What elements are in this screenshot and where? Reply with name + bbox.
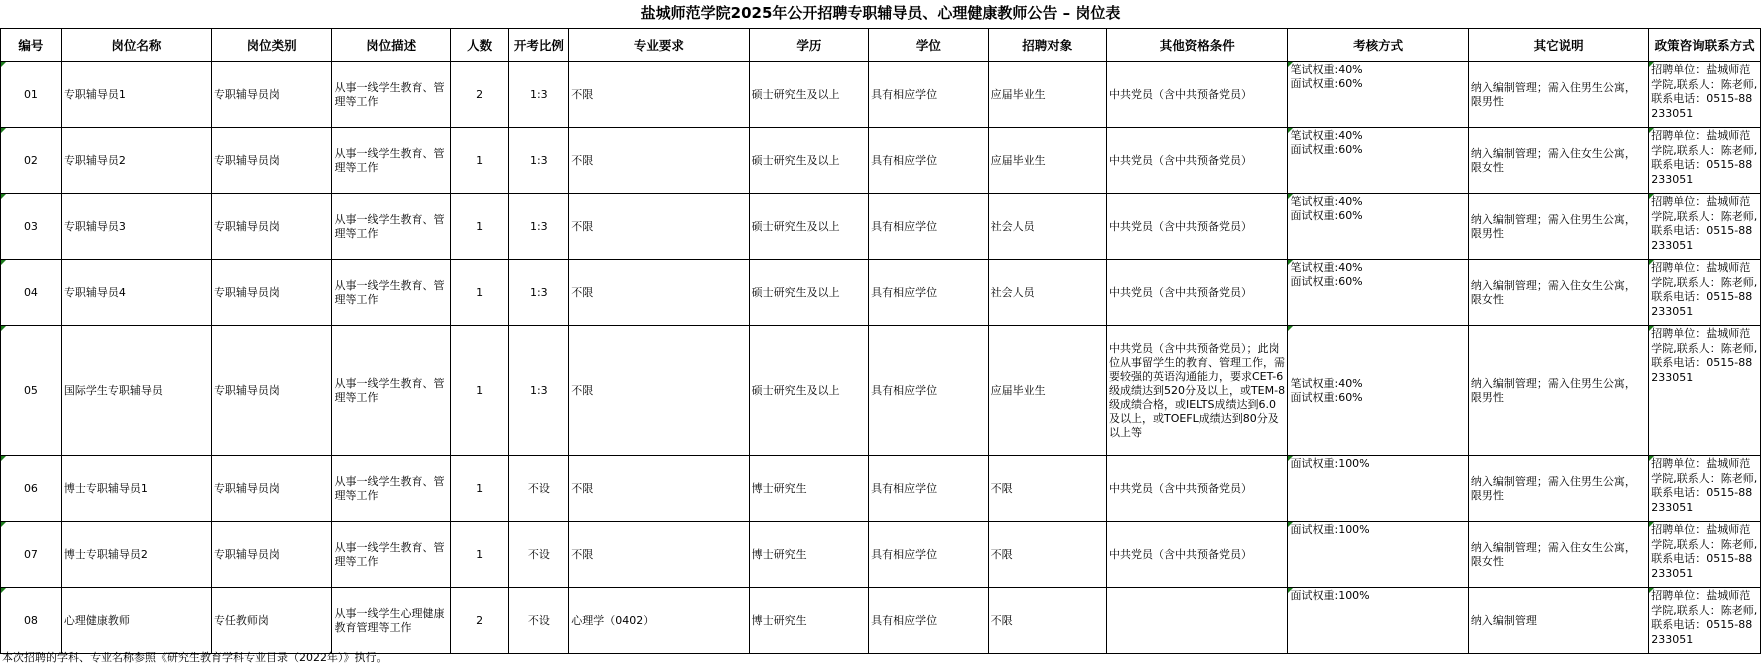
cell-notes-text: 纳入编制管理；需入住男生公寓，限男性 xyxy=(1470,474,1636,502)
cell-count xyxy=(450,456,509,522)
positions-table xyxy=(0,28,1761,654)
cell-name-text: 博士专职辅导员1 xyxy=(63,481,148,495)
header-notes: 其它说明 xyxy=(1468,29,1648,62)
header-ratio: 开考比例 xyxy=(509,29,569,62)
table-row xyxy=(1,260,1761,326)
cell-category xyxy=(211,194,332,260)
cell-desc xyxy=(332,326,450,456)
cell-name-text: 专职辅导员3 xyxy=(63,219,126,233)
cell-target xyxy=(988,194,1106,260)
cell-target xyxy=(988,456,1106,522)
cell-degree-text: 具有相应学位 xyxy=(871,87,938,101)
cell-count xyxy=(450,522,509,588)
cell-name xyxy=(61,62,211,128)
cell-comment-marker xyxy=(1649,62,1654,67)
cell-contact xyxy=(1649,588,1761,654)
cell-no-text: 05 xyxy=(23,383,38,397)
cell-comment-marker xyxy=(1288,456,1293,461)
cell-comment-marker xyxy=(1,326,6,331)
cell-degree xyxy=(869,128,989,194)
cell-assessment-text: 面试权重:100% xyxy=(1290,523,1370,536)
cell-target-text: 应届毕业生 xyxy=(990,87,1046,101)
cell-count-text: 1 xyxy=(476,153,484,167)
cell-contact xyxy=(1649,326,1761,456)
cell-count xyxy=(450,62,509,128)
header-name: 岗位名称 xyxy=(61,29,211,62)
cell-comment-marker xyxy=(1649,128,1654,133)
cell-desc-text: 从事一线学生教育、管理等工作 xyxy=(334,80,445,108)
cell-desc xyxy=(332,522,450,588)
cell-category xyxy=(211,260,332,326)
cell-count xyxy=(450,128,509,194)
cell-comment-marker xyxy=(1649,194,1654,199)
cell-major xyxy=(569,326,749,456)
cell-assessment xyxy=(1288,194,1468,260)
table-row xyxy=(1,588,1761,654)
cell-ratio-text: 1:3 xyxy=(529,285,548,299)
cell-notes-text: 纳入编制管理；需入住女生公寓，限女性 xyxy=(1470,278,1636,306)
cell-name-text: 博士专职辅导员2 xyxy=(63,547,148,561)
cell-target-text: 不限 xyxy=(990,481,1013,495)
cell-degree-text: 具有相应学位 xyxy=(871,219,938,233)
cell-major-text: 不限 xyxy=(571,153,594,167)
table-row xyxy=(1,326,1761,456)
cell-comment-marker xyxy=(1,128,6,133)
cell-education xyxy=(749,522,869,588)
cell-name xyxy=(61,194,211,260)
cell-desc-text: 从事一线学生教育、管理等工作 xyxy=(334,146,445,174)
cell-contact-text: 招聘单位：盐城师范学院,联系人：陈老师,联系电话：0515-88233051 xyxy=(1651,129,1758,186)
cell-ratio-text: 不设 xyxy=(527,613,550,627)
cell-other-req-text: 中共党员（含中共预备党员）；此岗位从事留学生的教育、管理工作，需要较强的英语沟通能力，要求CET-6级成绩达到520分及以上，或TEM-8级成绩合格，或IELTS成绩达到6.0及以上，或TOEFL成绩达到80分及以上等 xyxy=(1108,341,1286,439)
cell-degree-text: 具有相应学位 xyxy=(871,383,938,397)
cell-degree xyxy=(869,260,989,326)
cell-comment-marker xyxy=(1649,326,1654,331)
cell-name-text: 国际学生专职辅导员 xyxy=(63,383,163,397)
cell-no xyxy=(1,62,62,128)
cell-contact-text: 招聘单位：盐城师范学院,联系人：陈老师,联系电话：0515-88233051 xyxy=(1651,261,1758,318)
cell-ratio xyxy=(509,128,569,194)
header-other-req: 其他资格条件 xyxy=(1106,29,1288,62)
cell-ratio-text: 1:3 xyxy=(529,153,548,167)
table-row xyxy=(1,128,1761,194)
cell-major-text: 不限 xyxy=(571,383,594,397)
cell-comment-marker xyxy=(1,260,6,265)
cell-no xyxy=(1,260,62,326)
cell-assessment-text: 笔试权重:40% 面试权重:60% xyxy=(1290,195,1363,222)
cell-contact-text: 招聘单位：盐城师范学院,联系人：陈老师,联系电话：0515-88233051 xyxy=(1651,63,1758,120)
cell-assessment xyxy=(1288,326,1468,456)
cell-target xyxy=(988,326,1106,456)
cell-name xyxy=(61,588,211,654)
cell-education-text: 硕士研究生及以上 xyxy=(751,153,840,167)
cell-category-text: 专职辅导员岗 xyxy=(213,219,280,233)
cell-major-text: 不限 xyxy=(571,285,594,299)
table-row xyxy=(1,522,1761,588)
cell-comment-marker xyxy=(1649,588,1654,593)
cell-ratio xyxy=(509,194,569,260)
cell-target-text: 应届毕业生 xyxy=(990,383,1046,397)
header-major: 专业要求 xyxy=(569,29,749,62)
cell-assessment xyxy=(1288,128,1468,194)
cell-assessment xyxy=(1288,260,1468,326)
cell-target xyxy=(988,62,1106,128)
cell-category xyxy=(211,522,332,588)
cell-contact-text: 招聘单位：盐城师范学院,联系人：陈老师,联系电话：0515-88233051 xyxy=(1651,327,1758,384)
cell-assessment xyxy=(1288,62,1468,128)
cell-name-text: 心理健康教师 xyxy=(63,613,130,627)
cell-education-text: 博士研究生 xyxy=(751,547,807,561)
cell-target-text: 不限 xyxy=(990,547,1013,561)
cell-notes-text: 纳入编制管理；需入住女生公寓，限女性 xyxy=(1470,540,1636,568)
cell-education xyxy=(749,260,869,326)
cell-count-text: 1 xyxy=(476,383,484,397)
cell-comment-marker xyxy=(1649,456,1654,461)
cell-target-text: 社会人员 xyxy=(990,285,1035,299)
cell-other-req xyxy=(1106,326,1288,456)
table-body xyxy=(1,62,1761,654)
cell-desc-text: 从事一线学生教育、管理等工作 xyxy=(334,474,445,502)
cell-category xyxy=(211,128,332,194)
cell-desc-text: 从事一线学生教育、管理等工作 xyxy=(334,376,445,404)
cell-contact-text: 招聘单位：盐城师范学院,联系人：陈老师,联系电话：0515-88233051 xyxy=(1651,589,1758,646)
table-row xyxy=(1,456,1761,522)
cell-no xyxy=(1,326,62,456)
cell-target-text: 不限 xyxy=(990,613,1013,627)
cell-other-req-text: 中共党员（含中共预备党员） xyxy=(1108,285,1252,299)
cell-degree xyxy=(869,522,989,588)
cell-assessment xyxy=(1288,588,1468,654)
cell-no-text: 07 xyxy=(23,547,38,561)
cell-contact xyxy=(1649,62,1761,128)
cell-desc xyxy=(332,260,450,326)
cell-other-req xyxy=(1106,588,1288,654)
cell-notes-text: 纳入编制管理；需入住男生公寓，限男性 xyxy=(1470,212,1636,240)
cell-other-req-text: 中共党员（含中共预备党员） xyxy=(1108,547,1252,561)
cell-ratio xyxy=(509,326,569,456)
cell-comment-marker xyxy=(1,62,6,67)
cell-comment-marker xyxy=(1,194,6,199)
cell-target xyxy=(988,588,1106,654)
cell-desc xyxy=(332,128,450,194)
cell-education xyxy=(749,456,869,522)
cell-notes-text: 纳入编制管理；需入住女生公寓，限女性 xyxy=(1470,146,1636,174)
cell-notes-text: 纳入编制管理；需入住男生公寓，限男性 xyxy=(1470,80,1636,108)
cell-comment-marker xyxy=(1288,194,1293,199)
cell-desc xyxy=(332,62,450,128)
cell-count xyxy=(450,194,509,260)
cell-notes xyxy=(1468,260,1648,326)
header-degree: 学位 xyxy=(869,29,989,62)
cell-comment-marker xyxy=(1288,260,1293,265)
cell-major-text: 不限 xyxy=(571,547,594,561)
cell-desc-text: 从事一线学生教育、管理等工作 xyxy=(334,540,445,568)
cell-assessment-text: 面试权重:100% xyxy=(1290,457,1370,470)
cell-contact-text: 招聘单位：盐城师范学院,联系人：陈老师,联系电话：0515-88233051 xyxy=(1651,457,1758,514)
cell-category xyxy=(211,588,332,654)
cell-degree xyxy=(869,456,989,522)
cell-other-req-text: 中共党员（含中共预备党员） xyxy=(1108,481,1252,495)
cell-desc-text: 从事一线学生心理健康教育管理等工作 xyxy=(334,606,445,634)
cell-comment-marker xyxy=(1,522,6,527)
cell-contact xyxy=(1649,456,1761,522)
cell-name xyxy=(61,456,211,522)
table-row xyxy=(1,194,1761,260)
header-no: 编号 xyxy=(1,29,62,62)
cell-degree-text: 具有相应学位 xyxy=(871,547,938,561)
cell-education-text: 博士研究生 xyxy=(751,481,807,495)
cell-other-req xyxy=(1106,194,1288,260)
cell-major xyxy=(569,194,749,260)
cell-target-text: 社会人员 xyxy=(990,219,1035,233)
cell-degree xyxy=(869,588,989,654)
cell-contact-text: 招聘单位：盐城师范学院,联系人：陈老师,联系电话：0515-88233051 xyxy=(1651,195,1758,252)
cell-major xyxy=(569,522,749,588)
cell-category-text: 专职辅导员岗 xyxy=(213,153,280,167)
cell-major-text: 不限 xyxy=(571,481,594,495)
cell-contact xyxy=(1649,260,1761,326)
cell-education xyxy=(749,588,869,654)
cell-ratio-text: 不设 xyxy=(527,481,550,495)
cell-category xyxy=(211,456,332,522)
cell-category-text: 专职辅导员岗 xyxy=(213,87,280,101)
cell-degree-text: 具有相应学位 xyxy=(871,153,938,167)
cell-notes xyxy=(1468,326,1648,456)
cell-name xyxy=(61,260,211,326)
cell-other-req xyxy=(1106,522,1288,588)
cell-ratio xyxy=(509,260,569,326)
cell-education xyxy=(749,128,869,194)
cell-education-text: 硕士研究生及以上 xyxy=(751,87,840,101)
cell-count xyxy=(450,260,509,326)
footnote: 本次招聘的学科、专业名称参照《研究生教育学科专业目录（2022年）》执行。 xyxy=(2,651,388,664)
cell-comment-marker xyxy=(1649,260,1654,265)
cell-major xyxy=(569,62,749,128)
cell-name xyxy=(61,522,211,588)
cell-no-text: 01 xyxy=(23,87,38,101)
cell-notes-text: 纳入编制管理；需入住男生公寓，限男性 xyxy=(1470,376,1636,404)
cell-category-text: 专职辅导员岗 xyxy=(213,547,280,561)
cell-ratio xyxy=(509,456,569,522)
cell-assessment-text: 笔试权重:40% 面试权重:60% xyxy=(1290,376,1363,404)
cell-ratio-text: 1:3 xyxy=(529,87,548,101)
cell-desc xyxy=(332,194,450,260)
cell-comment-marker xyxy=(1649,522,1654,527)
cell-comment-marker xyxy=(1,456,6,461)
cell-assessment-text: 笔试权重:40% 面试权重:60% xyxy=(1290,129,1363,156)
cell-notes xyxy=(1468,194,1648,260)
cell-count-text: 2 xyxy=(476,613,484,627)
cell-no-text: 06 xyxy=(23,481,38,495)
cell-other-req xyxy=(1106,128,1288,194)
cell-no xyxy=(1,128,62,194)
cell-desc-text: 从事一线学生教育、管理等工作 xyxy=(334,278,445,306)
cell-degree-text: 具有相应学位 xyxy=(871,613,938,627)
cell-target xyxy=(988,128,1106,194)
cell-notes xyxy=(1468,522,1648,588)
cell-major xyxy=(569,588,749,654)
cell-name-text: 专职辅导员1 xyxy=(63,87,126,101)
cell-count-text: 1 xyxy=(476,481,484,495)
cell-education-text: 硕士研究生及以上 xyxy=(751,383,840,397)
cell-ratio xyxy=(509,522,569,588)
cell-no-text: 08 xyxy=(23,613,38,627)
cell-major xyxy=(569,456,749,522)
cell-assessment-text: 笔试权重:40% 面试权重:60% xyxy=(1290,63,1363,90)
header-assessment: 考核方式 xyxy=(1288,29,1468,62)
cell-no xyxy=(1,588,62,654)
cell-no xyxy=(1,194,62,260)
header-count: 人数 xyxy=(450,29,509,62)
cell-no xyxy=(1,522,62,588)
cell-education-text: 硕士研究生及以上 xyxy=(751,219,840,233)
cell-count-text: 1 xyxy=(476,285,484,299)
cell-ratio-text: 1:3 xyxy=(529,383,548,397)
cell-notes xyxy=(1468,588,1648,654)
cell-no-text: 03 xyxy=(23,219,38,233)
cell-assessment xyxy=(1288,456,1468,522)
cell-category-text: 专职辅导员岗 xyxy=(213,383,280,397)
cell-contact xyxy=(1649,522,1761,588)
cell-degree xyxy=(869,326,989,456)
cell-category-text: 专任教师岗 xyxy=(213,613,269,627)
cell-contact xyxy=(1649,194,1761,260)
cell-notes xyxy=(1468,128,1648,194)
cell-other-req xyxy=(1106,62,1288,128)
cell-ratio-text: 不设 xyxy=(527,547,550,561)
cell-no-text: 04 xyxy=(23,285,38,299)
cell-count xyxy=(450,588,509,654)
cell-other-req-text: 中共党员（含中共预备党员） xyxy=(1108,87,1252,101)
cell-major xyxy=(569,128,749,194)
cell-major-text: 心理学（0402） xyxy=(571,613,655,627)
cell-comment-marker xyxy=(1,588,6,593)
cell-desc xyxy=(332,588,450,654)
header-desc: 岗位描述 xyxy=(332,29,450,62)
cell-ratio-text: 1:3 xyxy=(529,219,548,233)
cell-no-text: 02 xyxy=(23,153,38,167)
cell-education-text: 博士研究生 xyxy=(751,613,807,627)
table-row xyxy=(1,62,1761,128)
cell-notes-text: 纳入编制管理 xyxy=(1470,613,1537,627)
cell-category xyxy=(211,326,332,456)
cell-other-req xyxy=(1106,456,1288,522)
cell-desc xyxy=(332,456,450,522)
cell-desc-text: 从事一线学生教育、管理等工作 xyxy=(334,212,445,240)
cell-comment-marker xyxy=(1288,326,1293,331)
cell-count xyxy=(450,326,509,456)
cell-comment-marker xyxy=(1288,62,1293,67)
cell-education xyxy=(749,62,869,128)
cell-category xyxy=(211,62,332,128)
cell-education xyxy=(749,326,869,456)
cell-assessment xyxy=(1288,522,1468,588)
cell-target xyxy=(988,522,1106,588)
cell-major-text: 不限 xyxy=(571,87,594,101)
cell-degree xyxy=(869,62,989,128)
cell-other-req-text: 中共党员（含中共预备党员） xyxy=(1108,153,1252,167)
cell-category-text: 专职辅导员岗 xyxy=(213,285,280,299)
cell-contact-text: 招聘单位：盐城师范学院,联系人：陈老师,联系电话：0515-88233051 xyxy=(1651,523,1758,580)
cell-assessment-text: 笔试权重:40% 面试权重:60% xyxy=(1290,261,1363,288)
cell-comment-marker xyxy=(1288,128,1293,133)
cell-no xyxy=(1,456,62,522)
cell-target xyxy=(988,260,1106,326)
cell-other-req xyxy=(1106,260,1288,326)
cell-contact xyxy=(1649,128,1761,194)
cell-ratio xyxy=(509,62,569,128)
header-category: 岗位类别 xyxy=(211,29,332,62)
page-title: 盐城师范学院2025年公开招聘专职辅导员、心理健康教师公告 – 岗位表 xyxy=(0,0,1761,29)
cell-count-text: 1 xyxy=(476,219,484,233)
cell-count-text: 2 xyxy=(476,87,484,101)
cell-name xyxy=(61,326,211,456)
header-contact: 政策咨询联系方式 xyxy=(1649,29,1761,62)
cell-other-req-text: 中共党员（含中共预备党员） xyxy=(1108,219,1252,233)
cell-comment-marker xyxy=(1288,588,1293,593)
cell-assessment-text: 面试权重:100% xyxy=(1290,589,1370,602)
cell-major xyxy=(569,260,749,326)
cell-name-text: 专职辅导员2 xyxy=(63,153,126,167)
cell-notes xyxy=(1468,62,1648,128)
cell-notes xyxy=(1468,456,1648,522)
header-education: 学历 xyxy=(749,29,869,62)
cell-degree xyxy=(869,194,989,260)
cell-name xyxy=(61,128,211,194)
cell-major-text: 不限 xyxy=(571,219,594,233)
cell-education-text: 硕士研究生及以上 xyxy=(751,285,840,299)
header-row xyxy=(1,29,1761,62)
cell-education xyxy=(749,194,869,260)
cell-comment-marker xyxy=(1288,522,1293,527)
cell-target-text: 应届毕业生 xyxy=(990,153,1046,167)
cell-degree-text: 具有相应学位 xyxy=(871,481,938,495)
cell-degree-text: 具有相应学位 xyxy=(871,285,938,299)
cell-name-text: 专职辅导员4 xyxy=(63,285,126,299)
header-target: 招聘对象 xyxy=(988,29,1106,62)
cell-category-text: 专职辅导员岗 xyxy=(213,481,280,495)
cell-count-text: 1 xyxy=(476,547,484,561)
cell-ratio xyxy=(509,588,569,654)
